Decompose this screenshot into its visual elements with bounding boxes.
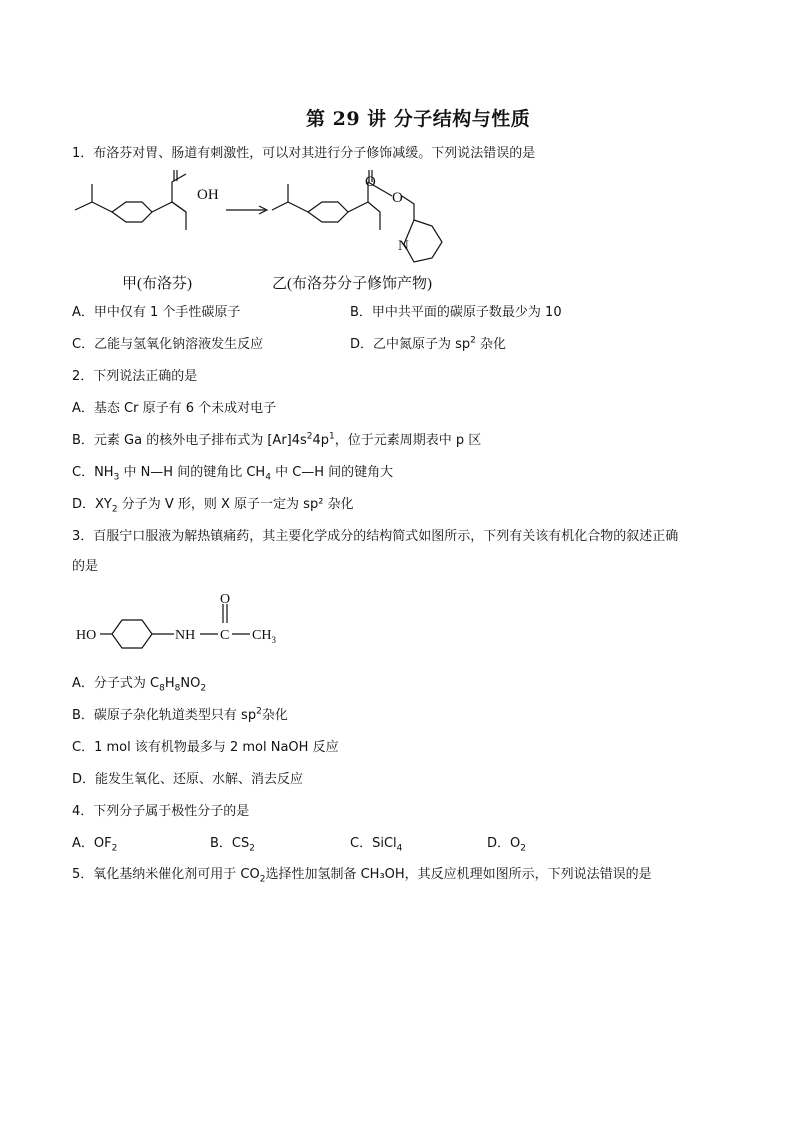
q2-option-a: A．基态 Cr 原子有 6 个未成对电子 (72, 401, 277, 416)
caption-jia: 甲(布洛芬) (122, 276, 192, 292)
o-label: O (220, 592, 231, 607)
benzene-ring-b (308, 202, 348, 222)
carbonyl-o-label: O (365, 174, 376, 190)
benzene-ring-c (112, 620, 152, 648)
question-5-stem: 5．氧化基纳米催化剂可用于 $CO_2$选择性加氢制备 CH₃OH，其反应机理如图所示，下列说法错误的是 (72, 867, 652, 885)
caption-yi: 乙(布洛芬分子修饰产物) (272, 276, 432, 292)
q2-option-c: C．$NH_3$ 中 N—H 间的键角比 $CH_4$ 中 C—H 间的键角大 (72, 465, 394, 483)
pyridine-ring (404, 220, 442, 262)
isobutyl-chain (75, 184, 112, 212)
question-2-stem: 2．下列说法正确的是 (72, 369, 198, 384)
question-4-stem: 4．下列分子属于极性分子的是 (72, 804, 250, 819)
q1-option-d: D．乙中氮原子为 $sp^2$ 杂化 (350, 335, 507, 352)
q4-option-a: A．$OF_2$ (72, 836, 118, 854)
nh-label: NH (175, 628, 196, 643)
q1-option-c: C．乙能与氢氧化钠溶液发生反应 (72, 337, 264, 352)
q4-option-c: C．SiCl$_4$ (350, 836, 403, 854)
q4-option-b: B．$CS_2$ (210, 836, 255, 854)
q3-option-b: B．碳原子杂化轨道类型只有 $sp^2$杂化 (72, 706, 288, 723)
q3-option-a: A．分子式为 $C_8H_8NO_2$ (72, 676, 207, 694)
q2-option-b: B．元素 Ga 的核外电子排布式为 $[Ar]4s^24p^1$，位于元素周期表中 p 区 (72, 431, 482, 448)
q1-option-a: A．甲中仅有 1 个手性碳原子 (72, 305, 241, 320)
ch3-label: $CH_3$ (252, 628, 276, 645)
c-label: C (220, 628, 230, 643)
question-1-stem: 1．布洛芬对胃、肠道有刺激性，可以对其进行分子修饰减缓。下列说法错误的是 (72, 146, 536, 161)
ester-o-label: O (392, 190, 403, 206)
q4-option-d: D．$O_2$ (487, 836, 526, 854)
paracetamol-structure-diagram (70, 588, 300, 653)
q3-option-c: C．1 mol 该有机物最多与 2 mol NaOH 反应 (72, 740, 339, 755)
q3-option-d: D．能发生氧化、还原、水解、消去反应 (72, 772, 304, 787)
ibuprofen-reaction-diagram (60, 160, 480, 300)
page-title: 第 29 讲 分子结构与性质 (306, 108, 531, 130)
q2-option-d: D．$XY_2$ 分子为 V 形，则 X 原子一定为 sp² 杂化 (72, 497, 354, 515)
benzene-ring-a (112, 202, 152, 222)
question-3-stem-line2: 的是 (72, 559, 99, 574)
oh-label: OH (197, 187, 219, 203)
pyridine-n-label: N (398, 238, 409, 254)
ho-label: HO (76, 628, 97, 643)
q1-option-b: B．甲中共平面的碳原子数最少为 10 (350, 305, 562, 320)
question-3-stem-line1: 3．百服宁口服液为解热镇痛药，其主要化学成分的结构简式如图所示，下列有关该有机化合物的叙述正确 (72, 529, 679, 544)
